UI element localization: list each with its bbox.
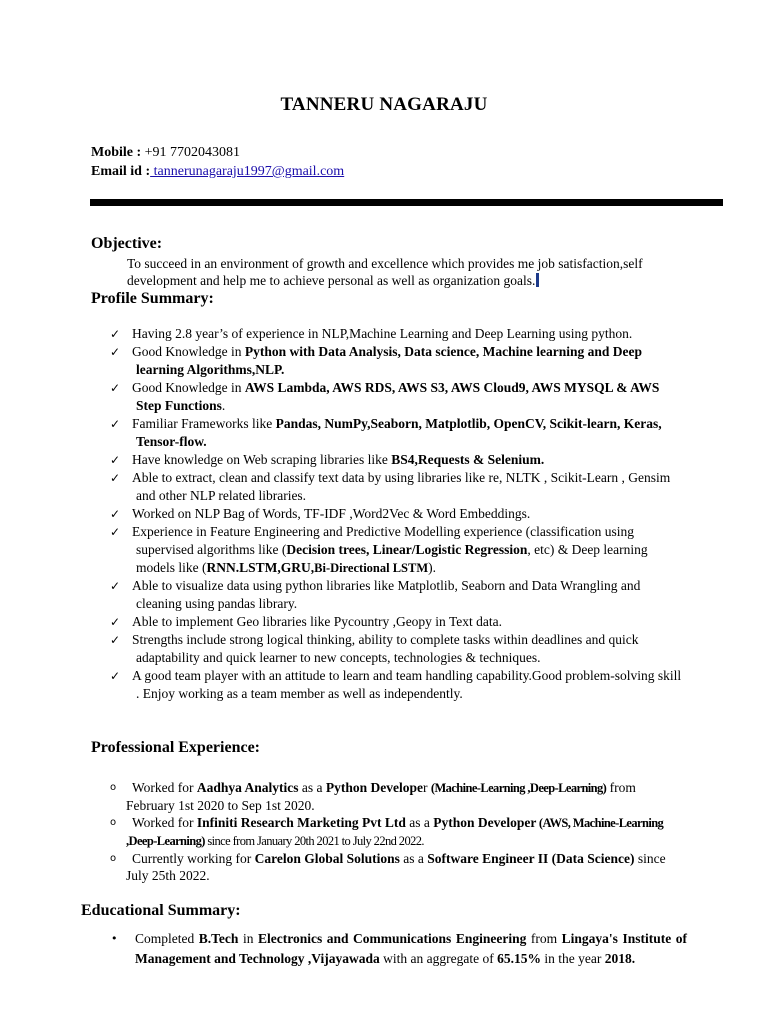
graduation-year: 2018. [604,951,636,966]
branch: Electronics and Communications Engineering [257,931,527,946]
item-text: , etc) & Deep learning models like ( [136,542,648,575]
institute: Lingaya's Institute of Management and Technology ,Vijayawada [135,931,687,966]
item-text: in [238,931,258,946]
item-text: Able to extract, clean and classify text data by using libraries like re, NLTK , Scikit-Learn , Gensim and other NLP related libraries. [132,470,671,503]
item-text: in the year [540,951,605,966]
objective-line-1: To succeed in an environment of growth and excellence which provides me job satisfaction,self [127,256,643,271]
item-text: Completed [135,931,199,946]
company-name: Carelon Global Solutions [254,851,400,866]
circle-bullet-icon: o [110,853,117,864]
item-text: Experience in Feature Engineering and Predictive Modelling experience (classification using supervised algorithms like ( [132,524,634,557]
checkmark-icon: ✓ [110,453,121,467]
profile-item [110,415,685,451]
item-text: with an aggregate of [379,951,498,966]
job-title: Software Engineer II (Data Science) [427,851,635,866]
checkmark-icon: ✓ [110,417,121,431]
education-heading: Educational Summary: [81,902,241,919]
job-title: Python Develope [325,780,424,795]
item-text: as a [399,851,428,866]
header-divider [90,199,723,206]
item-bold-text: BS4,Requests & Selenium. [391,452,545,467]
profile-heading: Profile Summary: [91,290,214,307]
email-label: Email id : [91,164,151,179]
item-text: Able to visualize data using python libraries like Matplotlib, Seaborn and Data Wrangling and cleaning using pandas library. [132,578,641,611]
profile-item [110,379,685,415]
profile-item [110,631,685,667]
circle-bullet-icon: o [110,782,117,793]
item-text: Able to implement Geo libraries like Pycountry ,Geopy in Text data. [132,614,502,629]
checkmark-icon: ✓ [110,525,121,539]
item-text: Familiar Frameworks like [132,416,276,431]
item-text: Have knowledge on Web scraping libraries like [132,452,392,467]
profile-item [110,343,685,379]
item-text: as a [298,780,326,795]
profile-item [110,469,685,505]
degree: B.Tech [198,931,239,946]
item-bold-text: Bi-Directional LSTM [314,561,429,575]
experience-item [110,779,670,814]
profile-item [110,667,685,703]
objective-heading: Objective: [91,235,163,252]
profile-summary-list [110,325,685,703]
mobile-label: Mobile : [91,145,142,160]
profile-item [110,451,685,469]
education-list [111,929,687,969]
experience-item [110,814,670,850]
experience-item [110,850,670,884]
item-text: A good team player with an attitude to learn and team handling capability.Good problem-solving skill . Enjoy working as a team member as well as independently. [132,668,682,701]
item-text: ). [428,560,437,575]
item-text: Strengths include strong logical thinking, ability to complete tasks within deadlines and quick adaptability and quick learner to new concepts, technologies & techniques. [132,632,639,665]
company-name: Aadhya Analytics [196,780,299,795]
checkmark-icon: ✓ [110,633,121,647]
item-text: Good Knowledge in [132,344,245,359]
text-cursor [536,273,539,287]
email-line [91,163,344,181]
profile-item [110,523,685,577]
item-text: since from January 20th 2021 to July 22nd 2022. [204,834,424,848]
item-text: Worked for [132,780,197,795]
circle-bullet-icon: o [110,817,117,828]
education-item [111,929,687,969]
email-link[interactable]: tannerunagaraju1997@gmail.com [150,164,345,179]
job-domain: (AWS, Machine-Learning ,Deep-Learning) [126,816,664,848]
item-text: r [423,780,431,795]
item-text: from [526,931,562,946]
checkmark-icon: ✓ [110,381,121,395]
item-text: Having 2.8 year’s of experience in NLP,Machine Learning and Deep Learning using python. [132,326,633,341]
item-text: Currently working for [132,851,255,866]
checkmark-icon: ✓ [110,327,121,341]
item-text: Good Knowledge in [132,380,245,395]
item-text: . [221,398,226,413]
profile-item [110,325,685,343]
item-bold-text: RNN.LSTM,GRU, [206,560,315,575]
checkmark-icon: ✓ [110,579,121,593]
candidate-name: TANNERU NAGARAJU [280,94,488,115]
checkmark-icon: ✓ [110,345,121,359]
item-text: from February 1st 2020 to Sep 1st 2020. [126,780,636,813]
item-text: since July 25th 2022. [126,851,666,883]
bullet-icon: • [111,932,118,945]
job-domain: (Machine-Learning ,Deep-Learning) [430,781,607,795]
objective-text [127,255,697,289]
mobile-line [91,144,240,162]
job-title: Python Developer [433,815,537,830]
company-name: Infiniti Research Marketing Pvt Ltd [196,815,406,830]
checkmark-icon: ✓ [110,471,121,485]
checkmark-icon: ✓ [110,615,121,629]
profile-item [110,577,685,613]
experience-heading: Professional Experience: [91,739,261,756]
aggregate: 65.15% [497,951,541,966]
checkmark-icon: ✓ [110,669,121,683]
item-bold-text: Decision trees, Linear/Logistic Regression [286,542,528,557]
item-bold-text: Python with Data Analysis, Data science, Machine learning and Deep learning Algorithms,NLP. [136,344,642,377]
experience-list [110,779,670,884]
profile-item [110,505,685,523]
item-bold-text: Pandas, NumPy,Seaborn, Matplotlib, OpenCV, Scikit-learn, Keras, Tensor-flow. [136,416,662,449]
checkmark-icon: ✓ [110,507,121,521]
item-text: Worked for [132,815,197,830]
objective-line-2: development and help me to achieve personal as well as organization goals. [127,273,536,288]
item-text: Worked on NLP Bag of Words, TF-IDF ,Word2Vec & Word Embeddings. [132,506,531,521]
profile-item [110,613,685,631]
mobile-value: +91 7702043081 [144,145,241,160]
item-bold-text: AWS Lambda, AWS RDS, AWS S3, AWS Cloud9, AWS MYSQL & AWS Step Functions [136,380,660,413]
item-text: as a [405,815,434,830]
